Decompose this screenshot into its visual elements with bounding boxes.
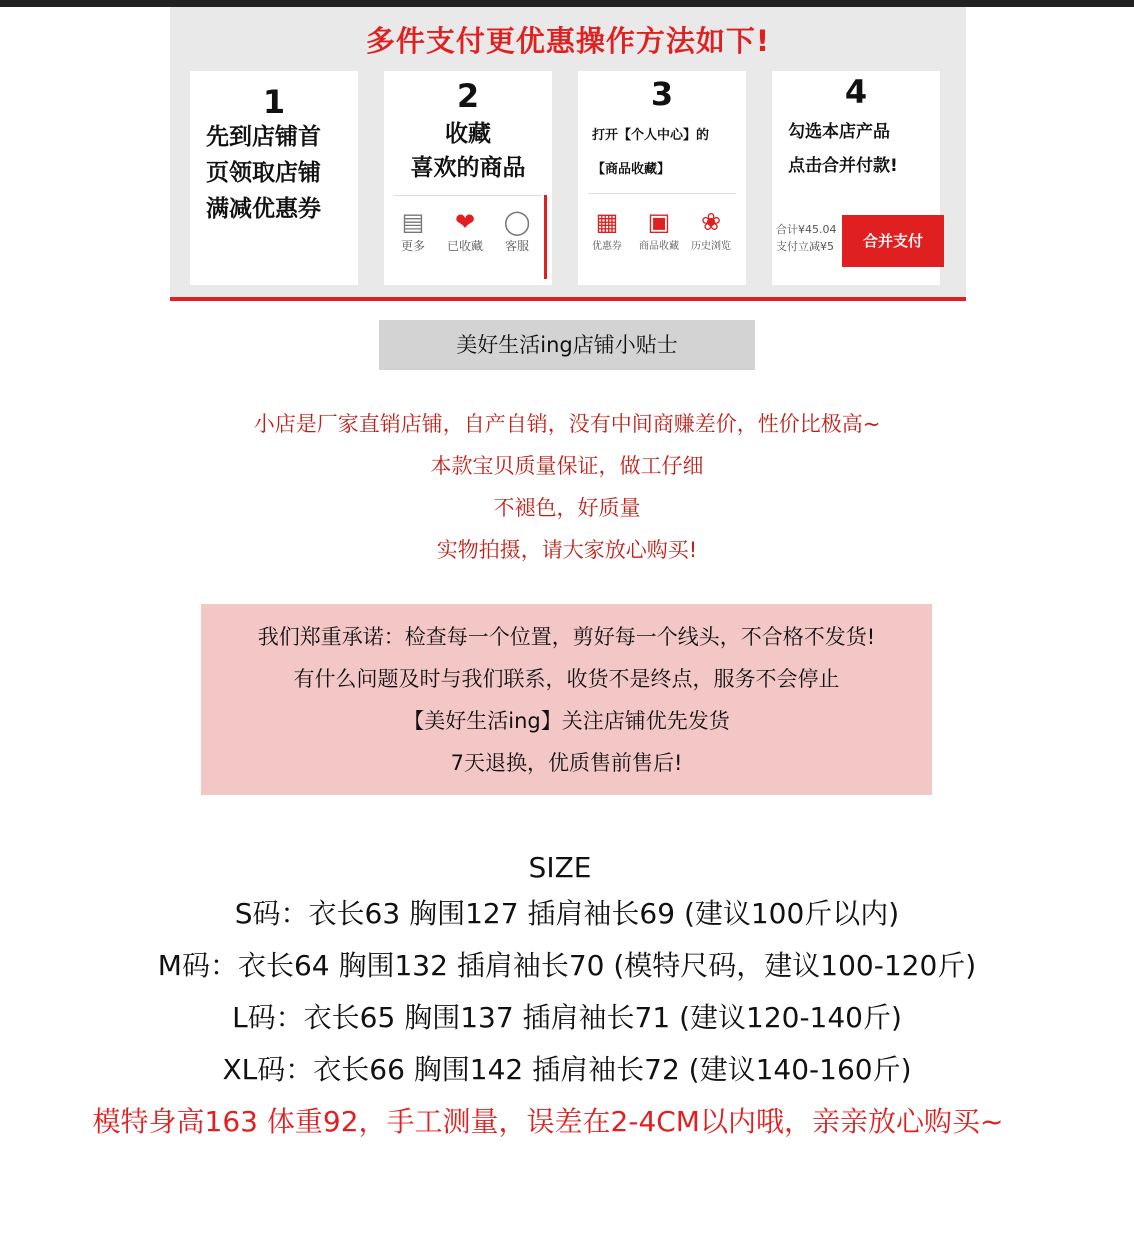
step-card-1 xyxy=(190,71,358,285)
step-card-2 xyxy=(384,71,552,285)
icon-label: 更多 xyxy=(400,239,425,253)
size-note: 模特身高163 体重92，手工测量，误差在2-4CM以内哦，亲亲放心购买~ xyxy=(92,1105,1004,1138)
favorites-icon-button[interactable] xyxy=(636,207,682,252)
step-line: 点击合并付款! xyxy=(788,156,898,176)
multi-payment-banner xyxy=(170,7,966,299)
more-icon-button[interactable] xyxy=(390,207,436,254)
step-line: 页领取店铺 xyxy=(206,160,321,186)
history-icon-button[interactable] xyxy=(688,207,734,252)
step-card-4 xyxy=(772,71,940,285)
shop-tips-header: 美好生活ing店铺小贴士 xyxy=(379,320,755,370)
icon-label: 优惠券 xyxy=(592,241,622,252)
shop-tips-text xyxy=(0,403,1134,571)
chat-icon: ◯ xyxy=(503,208,531,236)
coupon-icon-button[interactable] xyxy=(584,207,630,252)
step-line: 收藏 xyxy=(445,121,491,147)
promise-line: 我们郑重承诺：检查每一个位置，剪好每一个线头，不合格不发货! xyxy=(257,625,876,649)
step-text xyxy=(206,119,374,227)
more-doc-icon: ▤ xyxy=(401,208,425,236)
step-number: 1 xyxy=(262,83,286,121)
step-number: 2 xyxy=(456,77,480,115)
icon-label: 客服 xyxy=(504,239,529,253)
bag-icon: ▣ xyxy=(647,208,671,236)
merge-pay-button[interactable]: 合并支付 xyxy=(842,215,944,267)
order-summary xyxy=(776,221,837,255)
step-text xyxy=(384,117,552,185)
size-row: L码：衣长65 胸围137 插肩袖长71 (建议120-140斤) xyxy=(232,1001,902,1034)
icon-label: 已收藏 xyxy=(446,239,483,253)
step-text xyxy=(592,119,760,187)
top-border xyxy=(0,0,1134,7)
step-card-3 xyxy=(578,71,746,285)
tip-line: 实物拍摄，请大家放心购买! xyxy=(436,538,698,562)
step-line: 满减优惠券 xyxy=(206,196,321,222)
order-discount: 支付立减¥5 xyxy=(776,240,834,253)
order-total: 合计¥45.04 xyxy=(776,223,837,236)
step-number: 3 xyxy=(650,75,674,113)
step-line: 打开【个人中心】的 xyxy=(592,128,710,143)
tip-line: 不褪色，好质量 xyxy=(493,496,641,520)
size-row: M码：衣长64 胸围132 插肩袖长70 (模特尺码，建议100-120斤) xyxy=(157,949,977,982)
size-row: XL码：衣长66 胸围142 插肩袖长72 (建议140-160斤) xyxy=(222,1053,912,1086)
banner-underline xyxy=(170,297,966,301)
heart-icon: ❤ xyxy=(454,208,476,236)
red-accent-bar xyxy=(544,195,547,279)
favorited-icon-button[interactable] xyxy=(442,207,488,254)
step-text xyxy=(788,115,956,183)
tip-line: 本款宝贝质量保证，做工仔细 xyxy=(430,454,704,478)
coupon-icon: ▦ xyxy=(595,208,619,236)
promise-line: 【美好生活ing】关注店铺优先发货 xyxy=(403,709,730,733)
promise-text xyxy=(201,616,932,784)
step-line: 【商品收藏】 xyxy=(592,162,671,177)
step-number: 4 xyxy=(844,73,868,111)
promise-line: 有什么问题及时与我们联系，收货不是终点，服务不会停止 xyxy=(293,667,840,691)
divider xyxy=(588,193,736,194)
icon-label: 商品收藏 xyxy=(639,241,679,252)
banner-title: 多件支付更优惠操作方法如下! xyxy=(365,24,771,58)
size-section xyxy=(0,848,1134,1148)
size-row: S码：衣长63 胸围127 插肩袖长69 (建议100斤以内) xyxy=(234,897,900,930)
tip-line: 小店是厂家直销店铺，自产自销，没有中间商赚差价，性价比极高~ xyxy=(253,412,881,436)
promise-line: 7天退换，优质售前售后! xyxy=(450,751,683,775)
service-icon-button[interactable] xyxy=(494,207,540,254)
step-line: 先到店铺首 xyxy=(206,124,321,150)
promise-box xyxy=(201,604,932,795)
size-title: SIZE xyxy=(528,851,592,884)
footprint-icon: ❀ xyxy=(700,208,722,236)
step-line: 喜欢的商品 xyxy=(410,155,526,181)
step-line: 勾选本店产品 xyxy=(788,122,890,142)
icon-label: 历史浏览 xyxy=(691,241,731,252)
divider xyxy=(394,195,542,196)
